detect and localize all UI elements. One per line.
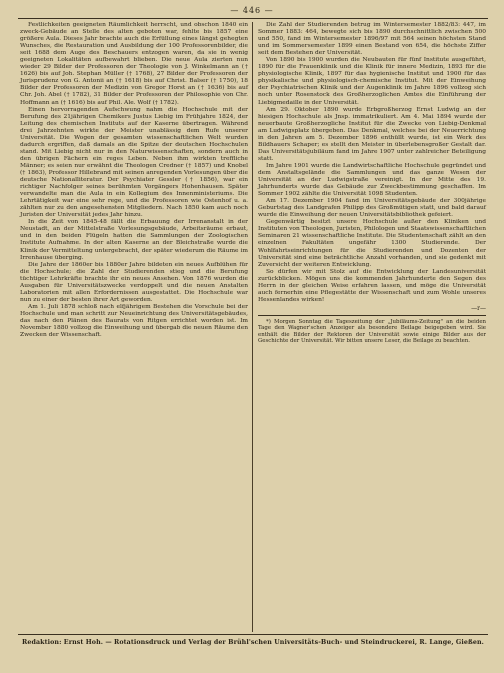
paragraph: Festlichkeiten geeigneten Räumlichkeit herrscht, und obschon 1840 ein zweck-Gebäude an Stelle des alten geboten war, fehlte bis 1857 eine größere Aula. Dieses Jahr brachte auch die Erfüllung eines längst gehegten Wunsches, die Restauration und Ausbildung der 100 Professorenbilder, die seit 1688 dem Auge des Beschauers entzogen waren, da sie in wenig geeigneten Lokalitäten aufbewahrt blieben. Die neue Aula zierten nun wieder 29 Bilder der Professoren der Theologie von J. Winkelmann an († 1626) bis auf Joh. Stephan Müller († 1768), 27 Bilder der Professoren der Jurisprudenz von G. Antonii an († 1618) bis auf Christ. Balser († 1750), 18 Bilder der Professoren der Medizin von Gregor Horst an († 1636) bis auf Chr. Joh. Abel († 1782), 31 Bilder der Professoren der Philosophie von Chr. Hoffmann an († 1616) bis auf Phil. Ale. Wolf († 1782). xyxy=(20,22,248,106)
left-column xyxy=(20,22,248,339)
paragraph: Einen hervorragenden Aufschwung nahm die Hochschule mit der Berufung des 21jährigen Chemikers Justus Liebig im Frühjahre 1824, der Leitung des chemischen Instituts auf der Kaserne übertragen. Während drei Jahrzehnten wirkte der Meister unablässig dem Rufe unserer Universität. Die Wogen der gesamten wissenschaftlichen Welt wurden dadurch ergriffen, daß damals an die Spitze der deutschen Hochschulen stand. Mit Liebig nicht nur in den Naturwissenschaften, sondern auch in den übrigen Fächern ein reges Leben. Neben ihm wirkten treffliche Männer; es seien nur erwähnt die Theologen Credner († 1857) und Knobel († 1863), Professor Hillebrand mit seinen anregenden Vorlesungen über die deutsche Nationalliteratur. Der Psychiater Gessler († 1856), war ein richtiger Nachfolger seines berühmten Vorgängers Hohenhausen. Später verwandelte man die Aula in ein Kollegium des Innenministeriums. Die Lehrtätigkeit war eine sehr rege, und die Professoren wie Ostenhof u. a. zählten nur zu den angesehensten Mitgliedern. Nach 1850 kam auch noch Juristen der Universität jedes Jahr hinzu. xyxy=(20,106,248,219)
header-rule xyxy=(18,18,488,19)
paragraph: Die Zahl der Studierenden betrug im Wintersemester 1882/83: 447, im Sommer 1883: 464, bewegte sich bis 1890 durchschnittlich zwischen 500 und 550, fand im Wintersemester 1896/97 mit 564 seinen höchsten Stand und im Sommersemester 1899 einen Bestand von 654, die höchste Ziffer seit dem Bestehen der Universität. xyxy=(258,22,486,57)
paragraph: So dürfen wir mit Stolz auf die Entwicklung der Landesuniversität zurückblicken. Mögen uns die kommenden Jahrhunderte den Segen des Herrn in der gleichen Weise erfahren lassen, und möge die Universität auch fernerhin eine Pflegestätte der Wissenschaft und zum Wohle unseres Hessenlandes wirken! xyxy=(258,268,486,303)
footer-rule xyxy=(18,634,488,635)
paragraph: Am 17. Dezember 1904 fand im Universitätsgebäude der 300jährige Geburtstag des Landgrafen Philipp des Großmütigen statt, und bald darauf wurde die Einweihung der neuen Universitätsbibliothek gefeiert. xyxy=(258,198,486,219)
paragraph: Am 1. Juli 1878 schloß nach elfjährigem Bestehen die Vorschule bei der Hochschule und man schritt zur Neueinrichtung des Universitätsgebäudes, das nach den Plänen des Baurats von Ritgen errichtet worden ist. Im November 1880 vollzog die Einweihung und übergab die neuen Räume den Zwecken der Wissenschaft. xyxy=(20,303,248,339)
author-signature: —r— xyxy=(471,304,486,312)
footnote-rule xyxy=(258,315,486,316)
paragraph: Am 29. Oktober 1890 wurde Erbgroßherzog Ernst Ludwig an der hiesigen Hochschule als Jnsp. immatrikuliert. Am 4. Mai 1894 wurde der neuerbaute Großherzogliche Institut für die Zwecke von Liebig-Denkmal am Ludwigsplatz übergeben. Das Denkmal, welches bei der Neuerrichtung in den Jahren am 5. Dezember 1896 enthüllt wurde, ist ein Werk des Bildhauers Schaper; es stellt den Meister in überlebensgroßer Gestalt dar. Das Universitätsjubiläum fand im Jahre 1907 unter zahlreicher Beteiligung statt. xyxy=(258,106,486,162)
column-divider xyxy=(252,22,253,632)
right-column xyxy=(258,22,486,345)
footnote: *) Morgen Sonntag die Tageszeitung der „Jubiläums-Zeitung" an die beiden Tage den Wagner'schen Anzeiger als besondere Beilage beigegeben wird. Sie enthält die Bilder der Rektoren der Universität sowie einige Bilder aus der Geschichte der Universität. Wir bitten unsere Leser, die Beilage zu beachten. xyxy=(258,318,486,345)
imprint-line: Redaktion: Ernst Hoh. — Rotationsdruck und Verlag der Brühl'schen Universitäts-Buch- und Steindruckerei, R. Lange, Gießen. xyxy=(22,639,484,646)
paragraph: Gegenwärtig besitzt unsere Hochschule außer den Kliniken und Instituten von Theologen, Juristen, Philologen und Staatswissenschaftlichen Seminaren 21 wissenschaftliche Institute. Die Studentenschaft zählt an den einzelnen Fakultäten ungefähr 1300 Studierende. Der Wohlfahrtseinrichtungen für die Studierenden und Dozenten der Universität sind eine beträchtliche Anzahl vorhanden, und sie gedenkt mit Zuversicht der weiteren Entwicklung. xyxy=(258,219,486,268)
page-number: — 446 — xyxy=(230,6,274,15)
paragraph: In die Zeit von 1845-48 fällt die Erbauung der Irrenanstalt in der Neustadt, an der Mittelstraße Vorlesungsgebäude, Arbeitsräume erbaut, und in den beiden Flügeln hatten die Sammlungen der Zoologischen Institute Aufnahme. In der alten Kaserne an der Bleichstraße wurde die Klinik der Vermitteltung untergebracht, der später wiederum die Räume im Irrenhause überging. xyxy=(20,219,248,261)
paragraph: Die Jahre der 1860er bis 1880er Jahre bildeten ein neues Aufblühen für die Hochschule; die Zahl der Studierenden stieg und die Berufung tüchtiger Lehrkräfte brachte ihr ein neues Ansehen. Von 1876 wurden die Ausgaben für Universitätszwecke verdoppelt und die neuen Anstalten Laboratorien mit allen Erfordernissen ausgestattet. Die Hochschule war nun zu einer der besten ihrer Art geworden. xyxy=(20,261,248,303)
paragraph: Im Jahre 1901 wurde die Landwirtschaftliche Hochschule gegründet und dem Anstaltsgelände die Sammlungen und das ganze Wesen der Universität an der Ludwigstraße vereinigt. In der Mitte des 19. Jahrhunderts wurde das Gebäude zur Zweckbestimmung geschaffen. Im Sommer 1902 zählte die Universität 1098 Studenten. xyxy=(258,162,486,198)
paragraph: Von 1890 bis 1900 wurden die Neubauten für fünf Institute ausgeführt, 1890 für die Frauenklinik und die Klinik für innere Medizin, 1893 für die physiologische Klinik, 1897 für das hygienische Institut und 1900 für das physikalische und physiologisch-chemische Institut. Mit der Einweihung der Psychiatrischen Klinik und der Augenklinik im Jahre 1896 vollzog sich noch unter Rosenstock des Großherzoglichen Amtes die Einführung der Liebigmedaille in der Universität. xyxy=(258,57,486,106)
